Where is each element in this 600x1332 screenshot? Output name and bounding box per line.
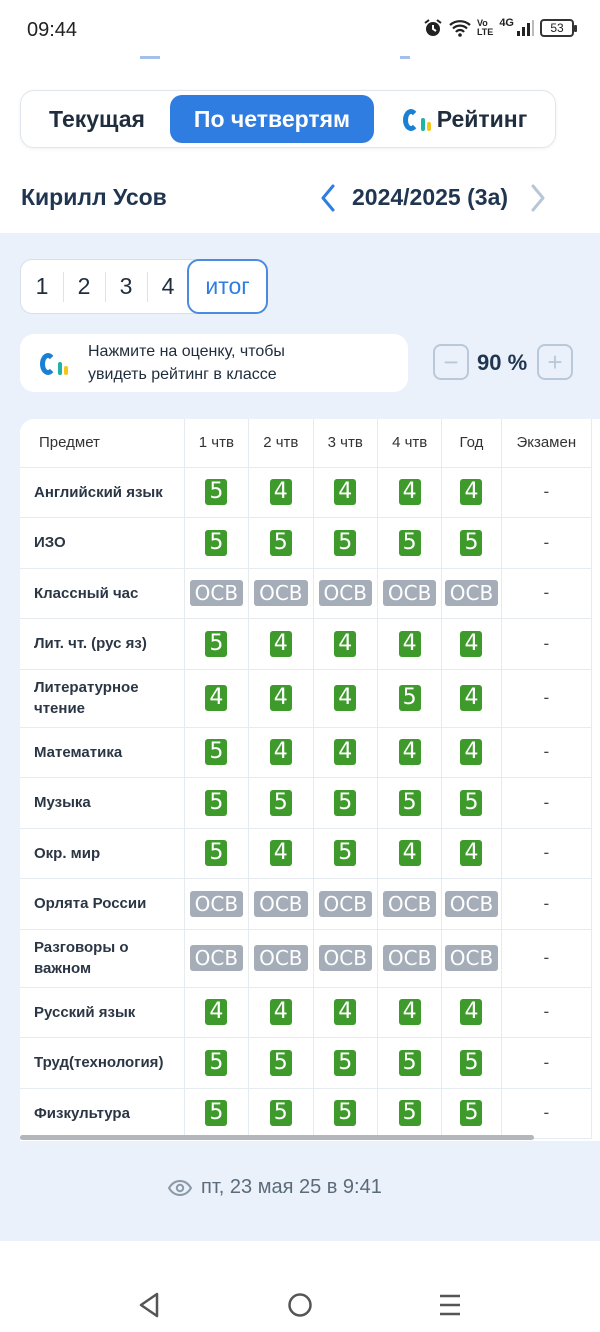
exam-value: - xyxy=(543,532,550,552)
grade-badge[interactable]: 4 xyxy=(270,479,292,505)
grade-badge[interactable]: 4 xyxy=(460,631,482,657)
grade-badge[interactable]: 4 xyxy=(270,631,292,657)
subject-name: Английский язык xyxy=(20,467,184,518)
grade-cell xyxy=(184,568,248,619)
grade-cell xyxy=(184,778,248,829)
volte-bottom: LTE xyxy=(476,27,494,37)
period-tab-3[interactable]: 3 xyxy=(105,260,147,313)
exam-cell xyxy=(501,727,591,778)
grade-badge-osv[interactable]: ОСВ xyxy=(190,891,243,917)
grade-badge[interactable]: 4 xyxy=(270,999,292,1025)
grade-badge[interactable]: 4 xyxy=(399,999,421,1025)
zoom-control xyxy=(433,344,574,382)
grade-cell xyxy=(184,879,248,930)
grade-badge-osv[interactable]: ОСВ xyxy=(445,580,498,606)
grade-badge[interactable]: 5 xyxy=(205,1050,227,1076)
table-row xyxy=(20,987,592,1038)
grade-cell xyxy=(249,778,313,829)
grade-badge[interactable]: 5 xyxy=(399,530,421,556)
menu-icon xyxy=(438,1293,462,1317)
grade-cell xyxy=(377,879,441,930)
grade-badge[interactable]: 4 xyxy=(334,479,356,505)
grade-cell xyxy=(442,929,501,987)
exam-cell xyxy=(501,669,591,727)
grade-badge[interactable]: 5 xyxy=(205,631,227,657)
grade-badge[interactable]: 4 xyxy=(399,840,421,866)
grade-badge[interactable]: 5 xyxy=(460,790,482,816)
grade-cell xyxy=(377,828,441,879)
subject-name: Окр. мир xyxy=(20,828,184,879)
exam-value: - xyxy=(543,893,550,913)
grade-cell xyxy=(313,467,377,518)
grade-cell xyxy=(377,518,441,569)
grade-cell xyxy=(377,727,441,778)
rating-hint-banner[interactable] xyxy=(20,334,408,392)
table-row xyxy=(20,828,592,879)
grade-badge[interactable]: 4 xyxy=(334,631,356,657)
rating-hint-text: Нажмите на оценку, чтобы увидеть рейтинг в классе xyxy=(88,343,285,383)
grade-badge[interactable]: 4 xyxy=(205,685,227,711)
grade-cell xyxy=(249,1088,313,1139)
exam-value: - xyxy=(543,792,550,812)
grade-cell xyxy=(442,828,501,879)
grade-cell xyxy=(184,1088,248,1139)
exam-value: - xyxy=(543,948,550,967)
grade-cell xyxy=(377,929,441,987)
grade-cell xyxy=(313,778,377,829)
grade-badge[interactable]: 5 xyxy=(460,1100,482,1126)
previous-year-button[interactable] xyxy=(316,182,340,214)
grade-cell xyxy=(377,568,441,619)
subject-name: Математика xyxy=(20,727,184,778)
grade-cell xyxy=(249,828,313,879)
subject-name: Русский язык xyxy=(20,987,184,1038)
subject-name: Орлята России xyxy=(20,879,184,930)
grade-cell xyxy=(442,987,501,1038)
tab-rating-label: Рейтинг xyxy=(436,105,528,132)
tab-by-quarters[interactable]: По четвертям xyxy=(170,95,374,143)
grade-badge[interactable]: 5 xyxy=(205,479,227,505)
grade-cell xyxy=(313,619,377,670)
column-header-q4: 4 чтв xyxy=(377,419,441,467)
grade-badge-osv[interactable]: ОСВ xyxy=(190,945,243,971)
table-row xyxy=(20,727,592,778)
grade-badge[interactable]: 4 xyxy=(270,840,292,866)
grade-badge[interactable]: 5 xyxy=(334,530,356,556)
grade-cell xyxy=(313,727,377,778)
grade-cell xyxy=(249,987,313,1038)
grade-cell xyxy=(249,727,313,778)
grade-cell xyxy=(442,1038,501,1089)
grade-cell xyxy=(184,828,248,879)
last-updated-text: пт, 23 мая 25 в 9:41 xyxy=(201,1176,382,1198)
grade-badge[interactable]: 5 xyxy=(205,739,227,765)
grade-badge-osv[interactable]: ОСВ xyxy=(445,891,498,917)
grade-badge[interactable]: 4 xyxy=(460,739,482,765)
grade-cell xyxy=(184,987,248,1038)
table-row xyxy=(20,778,592,829)
exam-value: - xyxy=(543,742,550,762)
chevron-left-icon xyxy=(320,184,336,212)
exam-cell xyxy=(501,568,591,619)
grade-cell xyxy=(184,929,248,987)
grade-badge-osv[interactable]: ОСВ xyxy=(254,580,307,606)
grade-cell xyxy=(442,879,501,930)
grade-badge-osv[interactable]: ОСВ xyxy=(383,945,436,971)
exam-value: - xyxy=(543,482,550,502)
grade-badge[interactable]: 5 xyxy=(205,530,227,556)
grade-cell xyxy=(313,987,377,1038)
exam-cell xyxy=(501,619,591,670)
grade-badge[interactable]: 5 xyxy=(334,790,356,816)
system-navigation-bar xyxy=(0,1241,600,1332)
grade-badge[interactable]: 5 xyxy=(270,1100,292,1126)
table-row xyxy=(20,619,592,670)
period-tab-2[interactable]: 2 xyxy=(63,260,105,313)
table-row xyxy=(20,1088,592,1139)
exam-cell xyxy=(501,828,591,879)
grade-badge[interactable]: 5 xyxy=(270,1050,292,1076)
grade-cell xyxy=(377,778,441,829)
zoom-value: 90 % xyxy=(477,350,528,375)
grade-badge[interactable]: 4 xyxy=(460,840,482,866)
tab-current[interactable]: Текущая xyxy=(49,105,145,132)
grade-badge[interactable]: 5 xyxy=(399,685,421,711)
grade-cell xyxy=(377,1088,441,1139)
exam-value: - xyxy=(543,583,550,603)
exam-value: - xyxy=(543,1002,550,1022)
period-tab-1[interactable]: 1 xyxy=(35,273,49,299)
exam-value: - xyxy=(543,688,550,707)
grade-cell xyxy=(249,929,313,987)
grade-cell xyxy=(442,619,501,670)
grade-badge-osv[interactable]: ОСВ xyxy=(319,580,372,606)
exam-value: - xyxy=(543,1052,550,1072)
grade-badge[interactable]: 5 xyxy=(460,1050,482,1076)
subject-name: Труд(технология) xyxy=(20,1038,184,1089)
grade-badge[interactable]: 4 xyxy=(334,739,356,765)
grade-cell xyxy=(249,619,313,670)
grade-cell xyxy=(442,1088,501,1139)
exam-value: - xyxy=(543,843,550,863)
grade-badge[interactable]: 5 xyxy=(334,1050,356,1076)
grade-badge[interactable]: 5 xyxy=(205,1100,227,1126)
grade-badge[interactable]: 5 xyxy=(399,790,421,816)
grade-badge[interactable]: 5 xyxy=(334,840,356,866)
grade-cell xyxy=(442,568,501,619)
grade-cell xyxy=(184,669,248,727)
grade-badge[interactable]: 4 xyxy=(460,999,482,1025)
grade-badge[interactable]: 4 xyxy=(399,631,421,657)
status-bar xyxy=(0,0,600,60)
grade-badge[interactable]: 5 xyxy=(399,1050,421,1076)
grade-badge[interactable]: 4 xyxy=(205,999,227,1025)
period-tabs xyxy=(20,259,267,314)
tab-rating[interactable] xyxy=(377,95,553,143)
student-name: Кирилл Усов xyxy=(21,184,167,210)
subject-name: Музыка xyxy=(20,778,184,829)
nav-recents-button[interactable] xyxy=(430,1285,470,1325)
grade-cell xyxy=(377,987,441,1038)
signal-icon xyxy=(516,19,534,37)
network-type: 4G xyxy=(499,17,514,29)
grade-badge[interactable]: 4 xyxy=(334,999,356,1025)
column-header-subject: Предмет xyxy=(20,419,184,467)
grade-cell xyxy=(184,518,248,569)
subject-name: Лит. чт. (рус яз) xyxy=(20,619,184,670)
nav-back-button[interactable] xyxy=(129,1285,169,1325)
exam-cell xyxy=(501,778,591,829)
subject-name: Физкультура xyxy=(20,1088,184,1139)
grade-cell xyxy=(442,778,501,829)
grade-cell xyxy=(313,929,377,987)
volte-top: Vo xyxy=(476,18,488,28)
eye-icon xyxy=(168,1180,192,1196)
grade-cell xyxy=(377,619,441,670)
grade-cell xyxy=(184,727,248,778)
battery-icon: 53 xyxy=(540,19,574,37)
grade-cell xyxy=(313,1088,377,1139)
subject-name: ИЗО xyxy=(20,518,184,569)
grade-badge[interactable]: 4 xyxy=(399,479,421,505)
grade-cell xyxy=(442,727,501,778)
grade-cell xyxy=(249,568,313,619)
grade-badge-osv[interactable]: ОСВ xyxy=(383,891,436,917)
grade-cell xyxy=(313,669,377,727)
exam-cell xyxy=(501,518,591,569)
grade-cell xyxy=(184,467,248,518)
column-header-q2: 2 чтв xyxy=(249,419,313,467)
grade-badge[interactable]: 5 xyxy=(270,790,292,816)
grade-cell xyxy=(442,467,501,518)
column-header-q1: 1 чтв xyxy=(184,419,248,467)
grade-badge[interactable]: 5 xyxy=(205,840,227,866)
nav-home-button[interactable] xyxy=(280,1285,320,1325)
subject-name: Литературное чтение xyxy=(20,669,184,727)
alarm-icon xyxy=(423,18,443,38)
grade-cell xyxy=(184,619,248,670)
exam-cell xyxy=(501,929,591,987)
volte-icon xyxy=(477,19,493,37)
grade-badge[interactable]: 5 xyxy=(334,1100,356,1126)
home-circle-icon xyxy=(287,1292,313,1318)
grade-badge-osv[interactable]: ОСВ xyxy=(254,945,307,971)
grade-cell xyxy=(249,1038,313,1089)
grades-table xyxy=(20,419,592,1139)
grade-badge[interactable]: 5 xyxy=(460,530,482,556)
exam-cell xyxy=(501,467,591,518)
subject-name: Разговоры о важном xyxy=(20,929,184,987)
wifi-icon xyxy=(449,19,471,37)
grade-badge-osv[interactable]: ОСВ xyxy=(190,580,243,606)
table-row xyxy=(20,467,592,518)
column-header-year: Год xyxy=(442,419,501,467)
last-updated xyxy=(168,1176,382,1199)
table-row xyxy=(20,1038,592,1089)
grade-cell xyxy=(313,568,377,619)
back-triangle-icon xyxy=(138,1292,160,1318)
grade-cell xyxy=(313,828,377,879)
table-row xyxy=(20,669,592,727)
exam-cell xyxy=(501,879,591,930)
zoom-in-button[interactable]: + xyxy=(537,344,573,380)
exam-cell xyxy=(501,1088,591,1139)
year-switcher xyxy=(316,178,556,218)
grade-cell xyxy=(442,669,501,727)
exam-value: - xyxy=(543,633,550,653)
period-tab-4[interactable]: 4 xyxy=(147,260,189,313)
exam-value: - xyxy=(543,1103,550,1123)
grade-cell xyxy=(249,518,313,569)
exam-cell xyxy=(501,1038,591,1089)
rating-logo-icon xyxy=(403,107,431,131)
table-row xyxy=(20,518,592,569)
table-row xyxy=(20,879,592,930)
grade-badge[interactable]: 4 xyxy=(460,479,482,505)
grade-cell xyxy=(313,1038,377,1089)
view-mode-switch xyxy=(20,90,556,148)
academic-year: 2024/2025 (3а) xyxy=(352,184,509,210)
subject-name: Классный час xyxy=(20,568,184,619)
grade-cell xyxy=(377,1038,441,1089)
scrolled-content-peek xyxy=(110,52,490,60)
grade-cell xyxy=(442,518,501,569)
grade-badge-osv[interactable]: ОСВ xyxy=(445,945,498,971)
grade-badge-osv[interactable]: ОСВ xyxy=(254,891,307,917)
grade-badge-osv[interactable]: ОСВ xyxy=(383,580,436,606)
grade-cell xyxy=(313,518,377,569)
grade-cell xyxy=(377,669,441,727)
horizontal-scrollbar[interactable] xyxy=(20,1135,534,1140)
table-row xyxy=(20,929,592,987)
grade-badge[interactable]: 5 xyxy=(205,790,227,816)
exam-cell xyxy=(501,987,591,1038)
grade-badge[interactable]: 5 xyxy=(399,1100,421,1126)
grade-cell xyxy=(249,467,313,518)
grade-badge-osv[interactable]: ОСВ xyxy=(319,945,372,971)
grade-badge[interactable]: 4 xyxy=(334,685,356,711)
zoom-out-button[interactable]: − xyxy=(433,344,469,380)
rating-logo-icon xyxy=(40,351,68,375)
status-time: 09:44 xyxy=(27,19,78,41)
grade-badge[interactable]: 4 xyxy=(270,739,292,765)
grade-cell xyxy=(313,879,377,930)
status-icons xyxy=(423,18,574,38)
grade-badge-osv[interactable]: ОСВ xyxy=(319,891,372,917)
grade-cell xyxy=(184,1038,248,1089)
grade-cell xyxy=(377,467,441,518)
table-header-row xyxy=(20,419,592,467)
grade-badge[interactable]: 4 xyxy=(399,739,421,765)
next-year-button[interactable] xyxy=(526,182,550,214)
grade-badge[interactable]: 5 xyxy=(270,530,292,556)
grade-badge[interactable]: 4 xyxy=(460,685,482,711)
column-header-exam: Экзамен xyxy=(501,419,591,467)
table-row xyxy=(20,568,592,619)
grades-table-container[interactable] xyxy=(20,419,600,1141)
chevron-right-icon xyxy=(530,184,546,212)
column-header-q3: 3 чтв xyxy=(313,419,377,467)
grade-badge[interactable]: 4 xyxy=(270,685,292,711)
grade-cell xyxy=(249,669,313,727)
grade-cell xyxy=(249,879,313,930)
period-tab-final[interactable]: итог xyxy=(187,259,268,314)
